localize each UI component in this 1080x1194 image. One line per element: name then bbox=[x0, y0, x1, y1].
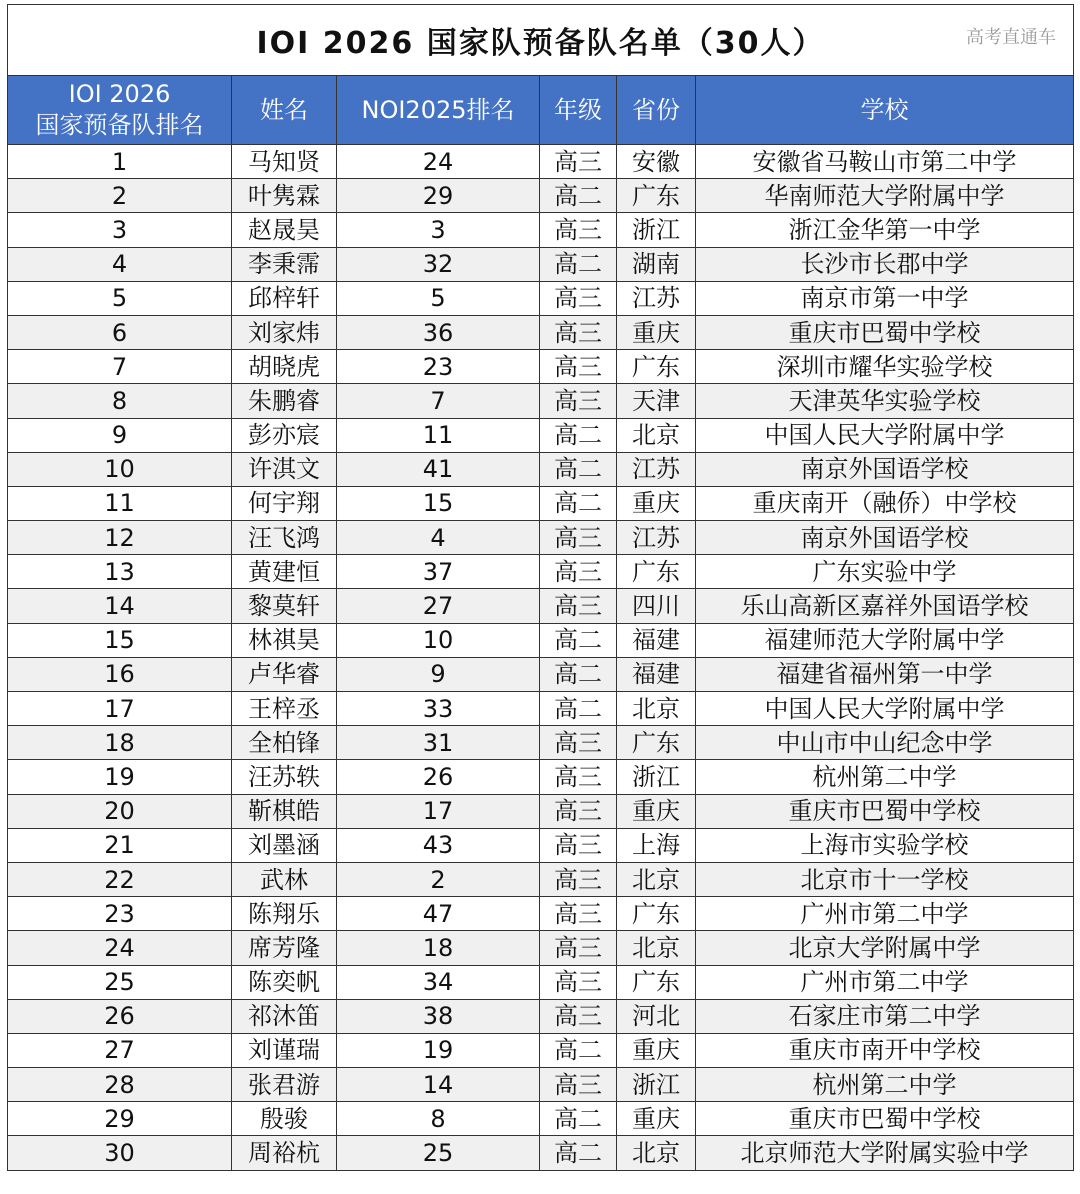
header-rank-line1: IOI 2026 bbox=[68, 80, 171, 108]
cell-grade: 高二 bbox=[540, 1033, 617, 1067]
cell-rank: 11 bbox=[8, 486, 232, 520]
cell-rank: 22 bbox=[8, 862, 232, 896]
cell-grade: 高三 bbox=[540, 760, 617, 794]
cell-school: 中国人民大学附属中学 bbox=[696, 692, 1074, 726]
cell-school: 北京大学附属中学 bbox=[696, 931, 1074, 965]
cell-rank: 13 bbox=[8, 555, 232, 589]
cell-grade: 高二 bbox=[540, 692, 617, 726]
cell-name: 武林 bbox=[232, 862, 337, 896]
cell-grade: 高三 bbox=[540, 931, 617, 965]
header-province: 省份 bbox=[617, 76, 696, 145]
cell-rank: 23 bbox=[8, 897, 232, 931]
table-row bbox=[8, 521, 1074, 555]
cell-name: 汪飞鸿 bbox=[232, 521, 337, 555]
cell-grade: 高三 bbox=[540, 555, 617, 589]
cell-name: 胡晓虎 bbox=[232, 350, 337, 384]
table-row bbox=[8, 657, 1074, 691]
cell-rank: 18 bbox=[8, 726, 232, 760]
cell-noi-rank: 14 bbox=[337, 1068, 540, 1102]
table-row bbox=[8, 726, 1074, 760]
cell-name: 陈翔乐 bbox=[232, 897, 337, 931]
cell-name: 赵晟昊 bbox=[232, 213, 337, 247]
table-row bbox=[8, 862, 1074, 896]
cell-grade: 高二 bbox=[540, 1102, 617, 1136]
table-row bbox=[8, 486, 1074, 520]
cell-noi-rank: 11 bbox=[337, 418, 540, 452]
table-row bbox=[8, 281, 1074, 315]
watermark: 高考直通车 bbox=[966, 27, 1056, 48]
cell-name: 刘墨涵 bbox=[232, 828, 337, 862]
cell-name: 祁沐笛 bbox=[232, 999, 337, 1033]
cell-noi-rank: 26 bbox=[337, 760, 540, 794]
cell-province: 天津 bbox=[617, 384, 696, 418]
cell-rank: 26 bbox=[8, 999, 232, 1033]
cell-grade: 高二 bbox=[540, 486, 617, 520]
cell-school: 中国人民大学附属中学 bbox=[696, 418, 1074, 452]
cell-noi-rank: 34 bbox=[337, 965, 540, 999]
cell-grade: 高三 bbox=[540, 794, 617, 828]
cell-school: 重庆市巴蜀中学校 bbox=[696, 794, 1074, 828]
cell-grade: 高三 bbox=[540, 1068, 617, 1102]
cell-province: 江苏 bbox=[617, 521, 696, 555]
cell-province: 上海 bbox=[617, 828, 696, 862]
cell-rank: 5 bbox=[8, 281, 232, 315]
cell-name: 卢华睿 bbox=[232, 657, 337, 691]
cell-rank: 19 bbox=[8, 760, 232, 794]
table-row bbox=[8, 931, 1074, 965]
cell-school: 广州市第二中学 bbox=[696, 965, 1074, 999]
cell-grade: 高二 bbox=[540, 179, 617, 213]
table-row bbox=[8, 555, 1074, 589]
cell-noi-rank: 5 bbox=[337, 281, 540, 315]
cell-rank: 3 bbox=[8, 213, 232, 247]
cell-rank: 12 bbox=[8, 521, 232, 555]
cell-province: 重庆 bbox=[617, 315, 696, 349]
cell-province: 江苏 bbox=[617, 452, 696, 486]
cell-grade: 高三 bbox=[540, 384, 617, 418]
cell-noi-rank: 18 bbox=[337, 931, 540, 965]
cell-school: 安徽省马鞍山市第二中学 bbox=[696, 145, 1074, 179]
cell-school: 南京市第一中学 bbox=[696, 281, 1074, 315]
table-row bbox=[8, 350, 1074, 384]
cell-rank: 17 bbox=[8, 692, 232, 726]
table-row bbox=[8, 384, 1074, 418]
cell-province: 浙江 bbox=[617, 1068, 696, 1102]
cell-province: 北京 bbox=[617, 862, 696, 896]
table-row bbox=[8, 1136, 1074, 1170]
cell-name: 朱鹏睿 bbox=[232, 384, 337, 418]
cell-name: 汪苏轶 bbox=[232, 760, 337, 794]
cell-rank: 4 bbox=[8, 247, 232, 281]
cell-noi-rank: 3 bbox=[337, 213, 540, 247]
cell-name: 刘家炜 bbox=[232, 315, 337, 349]
cell-province: 湖南 bbox=[617, 247, 696, 281]
table-row bbox=[8, 247, 1074, 281]
cell-school: 广州市第二中学 bbox=[696, 897, 1074, 931]
cell-school: 重庆市巴蜀中学校 bbox=[696, 1102, 1074, 1136]
cell-province: 广东 bbox=[617, 555, 696, 589]
cell-school: 福建省福州第一中学 bbox=[696, 657, 1074, 691]
cell-name: 许淇文 bbox=[232, 452, 337, 486]
cell-province: 河北 bbox=[617, 999, 696, 1033]
table-row bbox=[8, 692, 1074, 726]
cell-noi-rank: 38 bbox=[337, 999, 540, 1033]
cell-rank: 25 bbox=[8, 965, 232, 999]
cell-rank: 8 bbox=[8, 384, 232, 418]
cell-province: 江苏 bbox=[617, 281, 696, 315]
cell-name: 刘谨瑞 bbox=[232, 1033, 337, 1067]
cell-noi-rank: 31 bbox=[337, 726, 540, 760]
table-row bbox=[8, 794, 1074, 828]
table-row bbox=[8, 145, 1074, 179]
cell-name: 周裕杭 bbox=[232, 1136, 337, 1170]
header-noi-rank: NOI2025排名 bbox=[337, 76, 540, 145]
table-row bbox=[8, 1102, 1074, 1136]
cell-school: 南京外国语学校 bbox=[696, 521, 1074, 555]
cell-school: 杭州第二中学 bbox=[696, 760, 1074, 794]
table-row bbox=[8, 418, 1074, 452]
cell-school: 天津英华实验学校 bbox=[696, 384, 1074, 418]
cell-province: 广东 bbox=[617, 179, 696, 213]
table-row bbox=[8, 179, 1074, 213]
cell-name: 全柏锋 bbox=[232, 726, 337, 760]
cell-province: 四川 bbox=[617, 589, 696, 623]
cell-noi-rank: 10 bbox=[337, 623, 540, 657]
cell-province: 广东 bbox=[617, 897, 696, 931]
cell-school: 华南师范大学附属中学 bbox=[696, 179, 1074, 213]
cell-noi-rank: 27 bbox=[337, 589, 540, 623]
cell-province: 广东 bbox=[617, 726, 696, 760]
cell-rank: 24 bbox=[8, 931, 232, 965]
cell-rank: 28 bbox=[8, 1068, 232, 1102]
cell-noi-rank: 7 bbox=[337, 384, 540, 418]
cell-rank: 27 bbox=[8, 1033, 232, 1067]
cell-rank: 30 bbox=[8, 1136, 232, 1170]
header-school: 学校 bbox=[696, 76, 1074, 145]
cell-rank: 2 bbox=[8, 179, 232, 213]
cell-province: 广东 bbox=[617, 965, 696, 999]
cell-province: 浙江 bbox=[617, 760, 696, 794]
cell-name: 林祺昊 bbox=[232, 623, 337, 657]
cell-school: 深圳市耀华实验学校 bbox=[696, 350, 1074, 384]
cell-grade: 高三 bbox=[540, 726, 617, 760]
cell-school: 北京师范大学附属实验中学 bbox=[696, 1136, 1074, 1170]
table-row bbox=[8, 999, 1074, 1033]
cell-grade: 高二 bbox=[540, 418, 617, 452]
cell-grade: 高三 bbox=[540, 145, 617, 179]
cell-grade: 高三 bbox=[540, 862, 617, 896]
cell-noi-rank: 37 bbox=[337, 555, 540, 589]
cell-noi-rank: 17 bbox=[337, 794, 540, 828]
cell-grade: 高三 bbox=[540, 350, 617, 384]
cell-noi-rank: 9 bbox=[337, 657, 540, 691]
cell-province: 福建 bbox=[617, 657, 696, 691]
cell-noi-rank: 24 bbox=[337, 145, 540, 179]
table-row bbox=[8, 623, 1074, 657]
cell-grade: 高三 bbox=[540, 521, 617, 555]
cell-name: 黄建恒 bbox=[232, 555, 337, 589]
cell-grade: 高二 bbox=[540, 657, 617, 691]
cell-school: 南京外国语学校 bbox=[696, 452, 1074, 486]
cell-noi-rank: 25 bbox=[337, 1136, 540, 1170]
cell-noi-rank: 36 bbox=[337, 315, 540, 349]
cell-name: 何宇翔 bbox=[232, 486, 337, 520]
cell-grade: 高三 bbox=[540, 315, 617, 349]
cell-grade: 高三 bbox=[540, 897, 617, 931]
cell-province: 北京 bbox=[617, 1136, 696, 1170]
cell-province: 安徽 bbox=[617, 145, 696, 179]
table-row bbox=[8, 828, 1074, 862]
cell-noi-rank: 23 bbox=[337, 350, 540, 384]
cell-province: 北京 bbox=[617, 692, 696, 726]
table-row bbox=[8, 1068, 1074, 1102]
cell-school: 中山市中山纪念中学 bbox=[696, 726, 1074, 760]
cell-noi-rank: 33 bbox=[337, 692, 540, 726]
cell-name: 彭亦宸 bbox=[232, 418, 337, 452]
table-row bbox=[8, 213, 1074, 247]
cell-name: 席芳隆 bbox=[232, 931, 337, 965]
cell-rank: 1 bbox=[8, 145, 232, 179]
cell-province: 重庆 bbox=[617, 1102, 696, 1136]
cell-grade: 高三 bbox=[540, 281, 617, 315]
table-row bbox=[8, 589, 1074, 623]
header-rank bbox=[8, 76, 232, 145]
table-title: IOI 2026 国家队预备队名单（30人） bbox=[8, 5, 1074, 76]
cell-noi-rank: 8 bbox=[337, 1102, 540, 1136]
cell-noi-rank: 43 bbox=[337, 828, 540, 862]
header-grade: 年级 bbox=[540, 76, 617, 145]
roster-table bbox=[7, 4, 1074, 1171]
cell-rank: 15 bbox=[8, 623, 232, 657]
cell-noi-rank: 2 bbox=[337, 862, 540, 896]
table-row bbox=[8, 897, 1074, 931]
cell-school: 福建师范大学附属中学 bbox=[696, 623, 1074, 657]
cell-grade: 高二 bbox=[540, 1136, 617, 1170]
cell-rank: 10 bbox=[8, 452, 232, 486]
cell-school: 北京市十一学校 bbox=[696, 862, 1074, 896]
cell-grade: 高二 bbox=[540, 623, 617, 657]
cell-name: 邱梓轩 bbox=[232, 281, 337, 315]
cell-province: 北京 bbox=[617, 418, 696, 452]
cell-school: 重庆市巴蜀中学校 bbox=[696, 315, 1074, 349]
cell-province: 福建 bbox=[617, 623, 696, 657]
cell-school: 杭州第二中学 bbox=[696, 1068, 1074, 1102]
cell-noi-rank: 4 bbox=[337, 521, 540, 555]
cell-school: 乐山高新区嘉祥外国语学校 bbox=[696, 589, 1074, 623]
cell-school: 长沙市长郡中学 bbox=[696, 247, 1074, 281]
header-rank-line2: 国家预备队排名 bbox=[35, 111, 204, 139]
cell-name: 黎莫轩 bbox=[232, 589, 337, 623]
cell-rank: 29 bbox=[8, 1102, 232, 1136]
cell-grade: 高二 bbox=[540, 452, 617, 486]
cell-name: 殷骏 bbox=[232, 1102, 337, 1136]
cell-grade: 高三 bbox=[540, 965, 617, 999]
table-row bbox=[8, 315, 1074, 349]
cell-school: 上海市实验学校 bbox=[696, 828, 1074, 862]
cell-grade: 高三 bbox=[540, 589, 617, 623]
cell-rank: 6 bbox=[8, 315, 232, 349]
cell-rank: 20 bbox=[8, 794, 232, 828]
cell-province: 重庆 bbox=[617, 1033, 696, 1067]
cell-grade: 高三 bbox=[540, 213, 617, 247]
cell-province: 浙江 bbox=[617, 213, 696, 247]
cell-noi-rank: 19 bbox=[337, 1033, 540, 1067]
cell-rank: 14 bbox=[8, 589, 232, 623]
cell-province: 重庆 bbox=[617, 486, 696, 520]
cell-rank: 9 bbox=[8, 418, 232, 452]
cell-province: 北京 bbox=[617, 931, 696, 965]
cell-rank: 21 bbox=[8, 828, 232, 862]
roster-document bbox=[7, 4, 1073, 1171]
cell-noi-rank: 41 bbox=[337, 452, 540, 486]
table-row bbox=[8, 1033, 1074, 1067]
cell-name: 王梓丞 bbox=[232, 692, 337, 726]
cell-rank: 16 bbox=[8, 657, 232, 691]
header-row bbox=[8, 76, 1074, 145]
cell-grade: 高三 bbox=[540, 999, 617, 1033]
cell-province: 广东 bbox=[617, 350, 696, 384]
table-row bbox=[8, 452, 1074, 486]
cell-rank: 7 bbox=[8, 350, 232, 384]
cell-name: 靳棋皓 bbox=[232, 794, 337, 828]
cell-noi-rank: 15 bbox=[337, 486, 540, 520]
cell-school: 浙江金华第一中学 bbox=[696, 213, 1074, 247]
cell-school: 石家庄市第二中学 bbox=[696, 999, 1074, 1033]
cell-name: 叶隽霖 bbox=[232, 179, 337, 213]
cell-name: 陈奕帆 bbox=[232, 965, 337, 999]
cell-grade: 高三 bbox=[540, 828, 617, 862]
cell-name: 马知贤 bbox=[232, 145, 337, 179]
cell-province: 重庆 bbox=[617, 794, 696, 828]
cell-grade: 高二 bbox=[540, 247, 617, 281]
header-name: 姓名 bbox=[232, 76, 337, 145]
cell-noi-rank: 47 bbox=[337, 897, 540, 931]
cell-name: 张君游 bbox=[232, 1068, 337, 1102]
cell-school: 重庆南开（融侨）中学校 bbox=[696, 486, 1074, 520]
table-row bbox=[8, 760, 1074, 794]
cell-noi-rank: 29 bbox=[337, 179, 540, 213]
cell-school: 重庆市南开中学校 bbox=[696, 1033, 1074, 1067]
cell-name: 李秉霈 bbox=[232, 247, 337, 281]
table-row bbox=[8, 965, 1074, 999]
cell-school: 广东实验中学 bbox=[696, 555, 1074, 589]
cell-noi-rank: 32 bbox=[337, 247, 540, 281]
